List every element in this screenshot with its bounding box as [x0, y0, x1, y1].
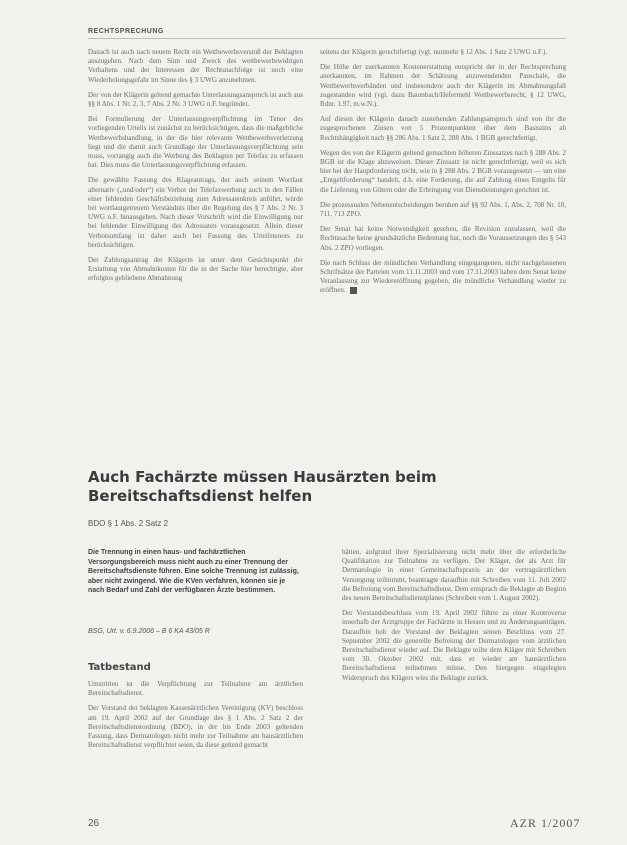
page-number: 26	[88, 818, 100, 829]
paragraph: Die Höhe der zuerkannten Kostenerstattung entspricht der in der Rechtsprechung anerkannten, im Rahmen der Schätzung anzuwendenden Pauschale, die Wettbewerbsverbänden und insbesondere auch der Klägerin im Abmahnungsfall zugestanden wird (vgl. dazu Baumbach/Hefermehl Wettbewerbsrecht, § 12 UWG, Rdnr. 1.97, m.w.N.).	[320, 63, 566, 109]
paragraph: Die prozessualen Nebenentscheidungen beruhen auf §§ 92 Abs. 1, Abs. 2, 708 Nr. 10, 711, 713 ZPO.	[320, 200, 566, 219]
end-of-article-icon	[350, 287, 357, 294]
journal-issue: AZR 1/2007	[510, 816, 581, 830]
paragraph: Die gewählte Fassung des Klageantrags, der auch seinem Wortlaut alternativ („und/oder“) ein Verbot der Telefaxwerbung auch in den Fällen einer fehlenden Geschäftsbeziehung zum Adressatenkreis anführt, würde bei wortlautgetreuem Verständnis über die Regelung des § 7 Abs. 2 Nr. 3 UWG n.F. hinausgehen. Nach dieser Vorschrift wird die Einwilligung nur bei fehlender Einwilligung des Adressaten vorausgesetzt. Allein dieser Verbotsumfang ist daher auch bei Fassung des Urteilstenors zu berücksichtigen.	[88, 176, 303, 249]
paragraph: Der Vorstand der beklagten Kassenärztlichen Vereinigung (KV) beschloss am 19. April 2002 auf der Grundlage des § 1 Abs. 2 Satz 2 der Bereitschaftsdienstordnung (BDO), in der bis Ende 2003 geltenden Fassung, dass Dermatologen nicht mehr zur Teilnahme am hausärztlichen Bereitschaftsdienst verpflichtet seien, da diese geltend gemacht	[88, 704, 303, 750]
paragraph-last	[320, 259, 566, 296]
article-title: Auch Fachärzte müssen Hausärzten beim Bereitschaftsdienst helfen	[88, 468, 437, 505]
section-header: RECHTSPRECHUNG	[88, 28, 164, 35]
paragraph: Auf diesen der Klägerin danach zustehenden Zahlungsanspruch sind von ihr die zugesprochenen Zinsen von 5 Prozentpunkten über dem Basiszins ab Rechtshängigkeit nach §§ 286 Abs. 1 Satz 2, 288 Abs. 1 BGB gerechtfertigt.	[320, 115, 566, 142]
paragraph: Umstritten ist die Verpflichtung zur Teilnahme am ärztlichen Bereitschaftsdienst.	[88, 680, 303, 698]
section-title: Tatbestand	[88, 662, 151, 673]
article2-left-column	[88, 680, 303, 756]
header-rule	[88, 38, 566, 39]
article1-left-column	[88, 48, 303, 290]
paragraph: Bei Formulierung der Unterlassungsverpflichtung im Tenor des vorliegenden Urteils ist zunächst zu berücksichtigen, dass die maßgebliche Wettbewerbshandlung, in der die hier relevante Wettbewerbsverletzung liegt und die damit auch Grundlage der Unterlassungsverpflichtung sein muss, vorrangig auch die Werbung des Beklagten per Telefax zu erfassen hat. Dies muss die Unterlassungsverpflichtung erfassen.	[88, 115, 303, 170]
law-reference: BDO § 1 Abs. 2 Satz 2	[88, 519, 169, 528]
paragraph: Wegen des von der Klägerin geltend gemachten höheren Zinssatzes nach § 288 Abs. 2 BGB ist die Klage abzuweisen. Dieser Zinssatz ist nicht gerechtfertigt, weil es sich hier bei der Hauptforderung nicht, wie in § 288 Abs. 2 BGB vorausgesetzt — um eine „Entgeltforderung“ handelt, d.h. eine Forderung, die auf Zahlung eines Entgelts für die Lieferung von Gütern oder die Erbringung von Dienstleistungen gerichtet ist.	[320, 148, 566, 194]
paragraph: seitens der Klägerin gerechtfertigt (vgl. nunmehr § 12 Abs. 1 Satz 2 UWG n.F.).	[320, 48, 548, 56]
paragraph: hätten, aufgrund ihrer Spezialisierung nicht mehr über die erforderliche Qualifikation zur Teilnahme zu verfügen. Der Kläger, der als Arzt für Dermatologie in einer Gemeinschaftspraxis an der vertragsärztlichen Versorgung teilnimmt, beantragte daraufhin mit Schreiben vom 11. Juli 2002 die Befreiung vom Bereitschaftsdienst. Dem entsprach die Beklagte ab Beginn des neuen Bereitschaftsdienstplanes (Schreiben vom 1. August 2002).	[342, 548, 566, 603]
article2-right-column	[342, 548, 566, 689]
paragraph: Der Senat hat keine Notwendigkeit gesehen, die Revision zuzulassen, weil die Rechtssache keine grundsätzliche Bedeutung hat, noch die Voraussetzungen des § 543 Abs. 2 ZPO vorliegen.	[320, 225, 566, 252]
court-citation: BSG, Urt. v. 6.9.2006 – B 6 KA 43/05 R	[88, 628, 210, 635]
paragraph: Der Zahlungsantrag der Klägerin ist unter dem Gesichtspunkt der Erstattung von Abmahnkosten für die in der Sache hier berechtigte, aber erfolglos gebliebene Abmahnung	[88, 256, 303, 283]
paragraph: Der von der Klägerin geltend gemachte Unterlassungsanspruch ist auch aus §§ 8 Abs. 1 Nr. 2, 3, 7 Abs. 2 Nr. 3 UWG n.F. begründet.	[88, 90, 303, 109]
paragraph-text: Die nach Schluss der mündlichen Verhandlung eingegangenen, nicht nachgelassenen Schriftsätze der Parteien vom 11.11.2003 und vom 17.11.2003 haben dem Senat keine Veranlassung zur Wiedereröffnung gegeben, die mündliche Verhandlung wieder zu eröffnen.	[320, 258, 566, 295]
paragraph: Danach ist auch nach neuem Recht ein Wettbewerbsverstoß der Beklagten auszugehen. Nach dem Sinn und Zweck des wettbewerbswidrigen Verhaltens und der Interessen der Rechtsnachfolge ist noch eine Wiederholungsgefahr im Sinne des § 3 UWG anzunehmen.	[88, 48, 303, 84]
lead-paragraph: Die Trennung in einen haus- und fachärztlichen Versorgungsbereich muss nicht auch zu einer Trennung der Bereitschaftsdienste führen. Eine solche Trennung ist zulässig, aber nicht zwingend. Wie die KVen verfahren, können sie je nach Bedarf und Zahl der verfügbaren Ärzte bestimmen.	[88, 549, 299, 595]
paragraph: Der Vorstandsbeschluss vom 19. April 2002 führte zu einer Kontroverse innerhalb der Arztgruppe der Fachärzte in Hessen und zu Änderungsanträgen. Daraufhin hob der Vorstand der Beklagten seinen Beschluss vom 27. September 2002 die generelle Befreiung der Dermatologen vom ärztlichen Bereitschaftsdienst wieder auf. Die Beklagte teilte dem Kläger mit Schreiben vom 30. Oktober 2002 mit, dass er wieder am hausärztlichen Bereitschaftsdienst teilnehmen müsse. Den hiergegen eingelegten Widerspruch des Klägers wies die Beklagte zurück.	[342, 609, 566, 682]
article1-right-column	[320, 48, 566, 302]
